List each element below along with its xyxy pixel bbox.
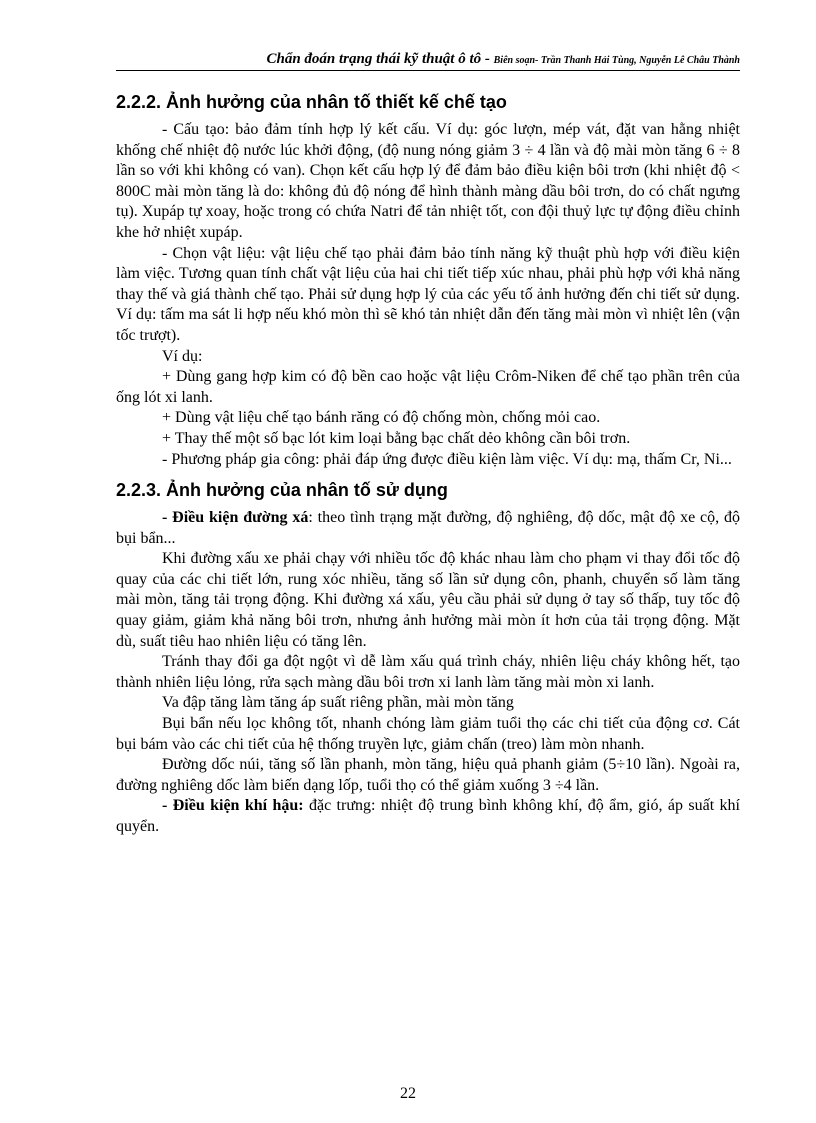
paragraph: - Cấu tạo: bảo đảm tính hợp lý kết cấu. Ví dụ: góc lượn, mép vát, đặt van hằng nhiệt khống chế nhiệt độ nước lúc khởi động, (độ nung nóng giảm 3 ÷ 4 lần và độ mài mòn tăng 6 ÷ 8 lần so với khi không có van). Chọn kết cấu hợp lý để đảm bảo điều kiện bôi trơn (khi nhiệt độ < 800C mài mòn tăng là do: không đủ độ nóng để hình thành màng dầu bôi trơn, do có chất ngưng tụ). Xupáp tự xoay, hoặc trong có chứa Natri để tản nhiệt tốt, con đội thuỷ lực tự động điều chỉnh khe hở nhiệt xupáp. bbox=[116, 121, 740, 241]
header-title: Chẩn đoán trạng thái kỹ thuật ô tô - bbox=[266, 51, 494, 67]
paragraph: Tránh thay đổi ga đột ngột vì dễ làm xấu quá trình cháy, nhiên liệu cháy không hết, tạo thành nhiên liệu lỏng, rửa sạch màng dầu bôi trơn xi lanh làm tăng mài mòn xi lanh. bbox=[116, 653, 740, 691]
header-authors: Biên soạn- Trần Thanh Hải Tùng, Nguyễn Lê Châu Thành bbox=[493, 55, 740, 66]
paragraph bbox=[116, 796, 740, 837]
paragraph: - Phương pháp gia công: phải đáp ứng được điều kiện làm việc. Ví dụ: mạ, thấm Cr, Ni... bbox=[162, 450, 732, 468]
paragraph: + Dùng gang hợp kim có độ bền cao hoặc vật liệu Crôm-Niken để chế tạo phần trên của ống lót xi lanh. bbox=[116, 368, 740, 406]
running-header bbox=[116, 50, 740, 71]
paragraph bbox=[116, 508, 740, 549]
road-conditions-label: - Điều kiện đường xá bbox=[162, 509, 309, 527]
paragraph: + Dùng vật liệu chế tạo bánh răng có độ chống mòn, chống mỏi cao. bbox=[162, 409, 601, 427]
climate-conditions-text: đặc trưng: nhiệt độ trung bình không khí, độ ẩm, gió, áp suất khí quyển. bbox=[116, 797, 740, 835]
section-heading-2-2-2: 2.2.2. Ảnh hưởng của nhân tố thiết kế chế tạo bbox=[116, 92, 507, 112]
climate-conditions-label: - Điều kiện khí hậu: bbox=[162, 797, 304, 815]
paragraph: - Chọn vật liệu: vật liệu chế tạo phải đảm bảo tính năng kỹ thuật phù hợp với điều kiện làm việc. Tương quan tính chất vật liệu của hai chi tiết tiếp xúc nhau, phải phù hợp với khả năng thay thế và giá thành chế tạo. Phải sử dụng hợp lý của các yếu tố ảnh hưởng đến chi tiết sử dụng. Ví dụ: tấm ma sát li hợp nếu khó mòn thì sẽ khó tản nhiệt dẫn đến tăng mài mòn vì nhiệt lên (vận tốc trượt). bbox=[116, 244, 740, 344]
paragraph: Ví dụ: bbox=[162, 347, 203, 365]
paragraph: Khi đường xấu xe phải chạy với nhiều tốc độ khác nhau làm cho phạm vi thay đổi tốc độ quay của các chi tiết lớn, rung xóc nhiều, tăng số lần sử dụng côn, phanh, chuyển số làm tăng mài mòn, tăng tải trọng động. Khi đường xá xấu, yêu cầu phải sử dụng ở tay số thấp, tuy tốc độ quay giảm, giảm khả năng bôi trơn, nhưng ảnh hưởng mài mòn ít hơn của tải trọng động. Mặt dù, suất tiêu hao nhiên liệu có tăng lên. bbox=[116, 550, 740, 650]
page-number: 22 bbox=[400, 1085, 416, 1102]
road-conditions-text: : theo tình trạng mặt đường, độ nghiêng, độ dốc, mật độ xe cộ, độ bụi bẩn... bbox=[116, 509, 740, 547]
paragraph: Đường dốc núi, tăng số lần phanh, mòn tăng, hiệu quả phanh giảm (5÷10 lần). Ngoài ra, đường nghiêng dốc làm biến dạng lốp, tuổi thọ có thể giảm xuống 3 ÷4 lần. bbox=[116, 756, 740, 794]
paragraph: Va đập tăng làm tăng áp suất riêng phần, mài mòn tăng bbox=[162, 694, 514, 712]
section-heading-2-2-3: 2.2.3. Ảnh hưởng của nhân tố sử dụng bbox=[116, 480, 448, 501]
paragraph: Bụi bẩn nếu lọc không tốt, nhanh chóng làm giảm tuổi thọ các chi tiết của động cơ. Cát bụi bám vào các chi tiết của hệ thống truyền lực, giảm chấn (treo) làm mòn nhanh. bbox=[116, 715, 740, 753]
paragraph: + Thay thế một số bạc lót kim loại bằng bạc chất dẻo không cần bôi trơn. bbox=[162, 429, 631, 447]
page-content bbox=[116, 90, 740, 838]
